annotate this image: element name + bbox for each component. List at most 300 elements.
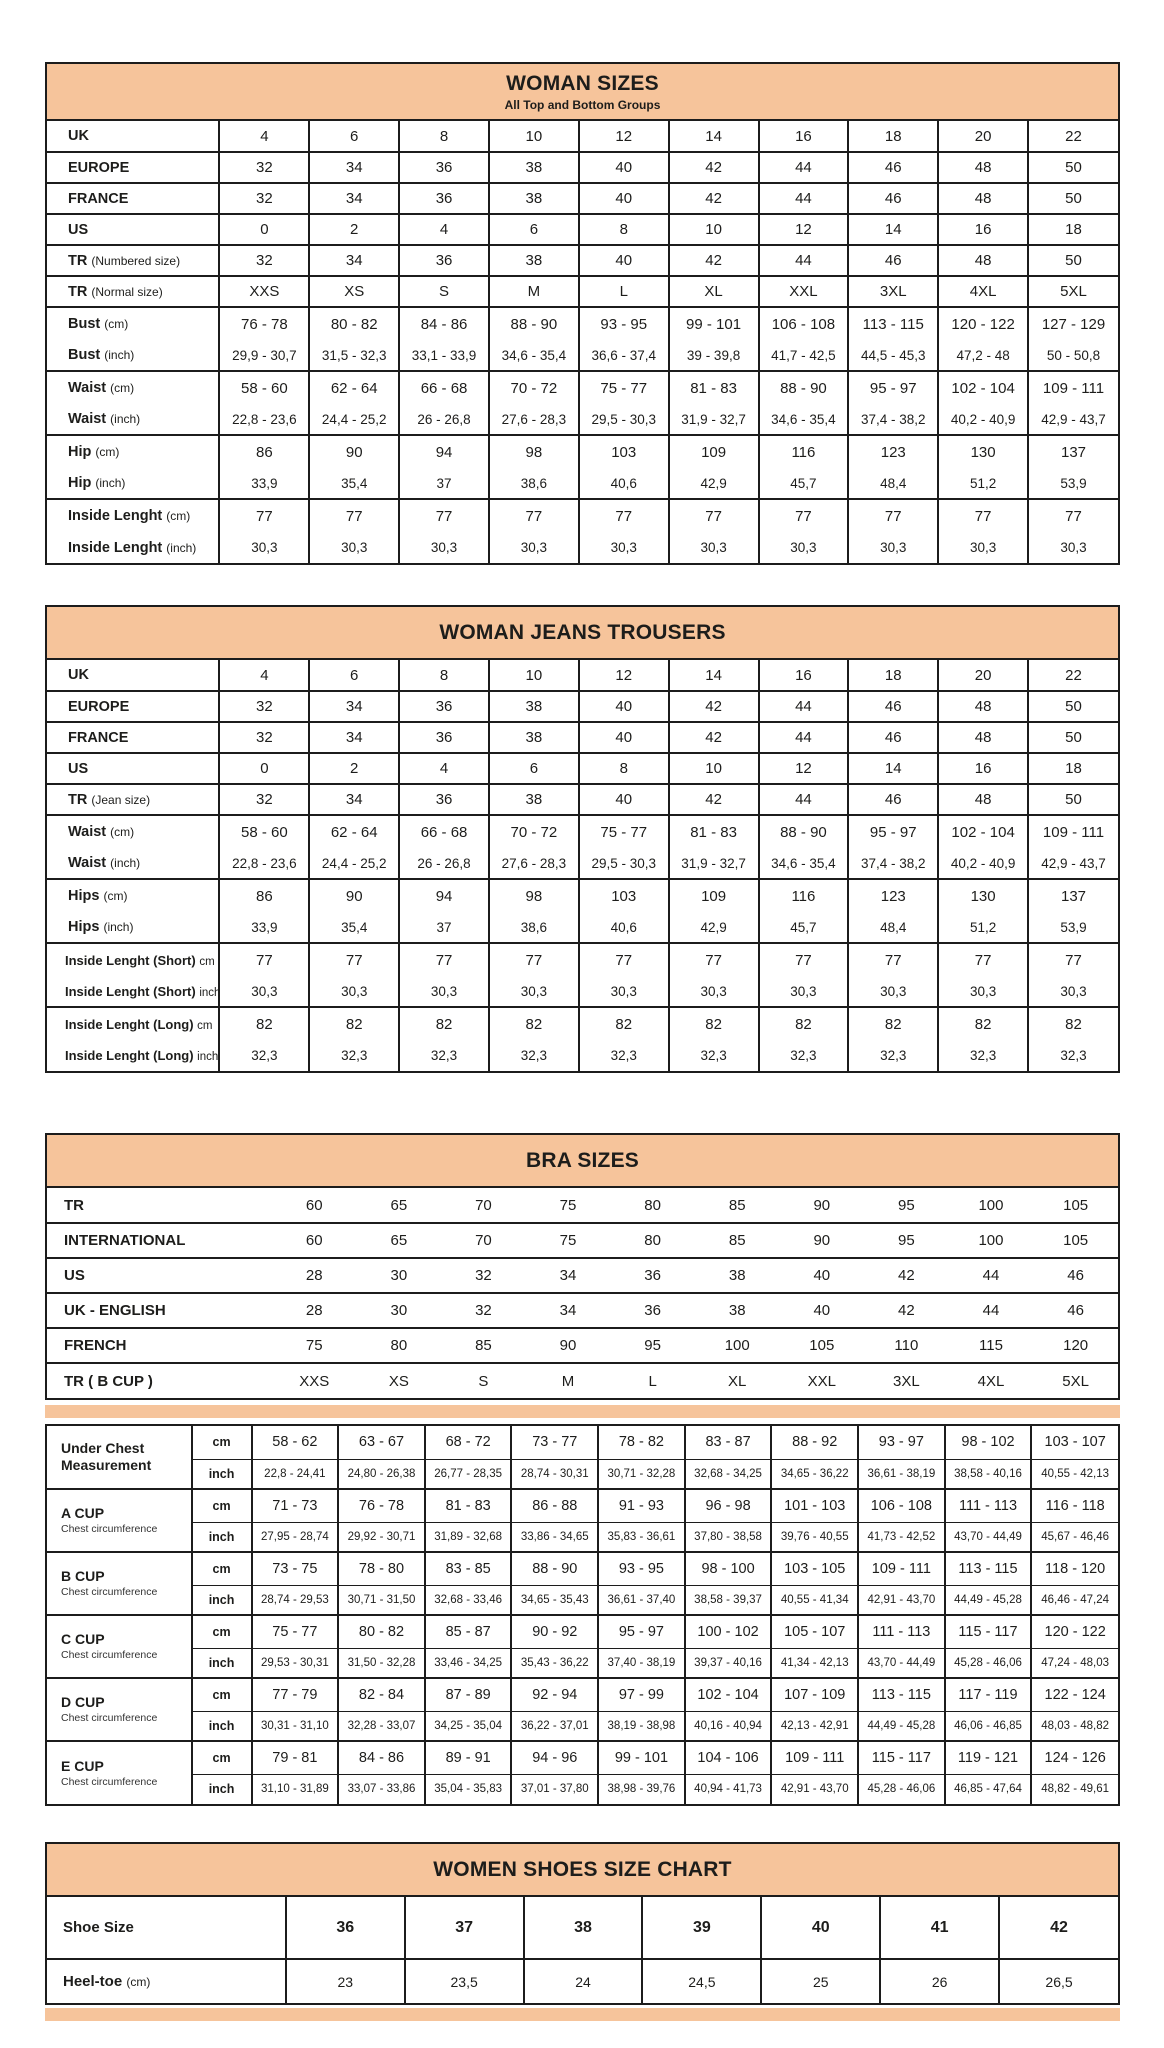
size-cell: 75 - 77 <box>579 815 669 848</box>
size-cell: XS <box>309 276 399 307</box>
size-cell: 28,74 - 30,31 <box>511 1459 598 1489</box>
row-label-text: A CUP <box>61 1505 105 1522</box>
table-row <box>47 722 1118 753</box>
size-cell: 105 <box>1063 1196 1089 1214</box>
table-row <box>47 815 1118 848</box>
size-cell: 105 <box>780 1328 865 1363</box>
size-cell: 38 <box>489 691 579 722</box>
size-cell: L <box>579 276 669 307</box>
size-cell: 90 <box>780 1223 865 1258</box>
table-row <box>47 879 1118 912</box>
size-cell: 53,9 <box>1028 468 1118 499</box>
size-cell: 46,85 - 47,64 <box>945 1774 1032 1804</box>
size-cell: 38 <box>489 722 579 753</box>
size-cell: 32,3 <box>579 1040 669 1071</box>
size-cell: 109 - 111 <box>771 1741 858 1774</box>
row-label-text: US <box>64 1267 85 1284</box>
size-cell: 42 <box>669 722 759 753</box>
size-cell: 90 <box>309 435 399 468</box>
size-cell: 46 <box>848 691 938 722</box>
size-cell: 77 <box>938 943 1028 976</box>
row-label-sub: (Jean size) <box>91 792 151 807</box>
table-row <box>47 183 1118 214</box>
row-label-text: Heel-toe <box>63 1973 123 1990</box>
row-label-text: US <box>68 221 89 238</box>
row-label-text: Hip <box>68 475 92 491</box>
size-cell: 22,8 - 24,41 <box>252 1459 339 1489</box>
size-cell: 18 <box>1028 753 1118 784</box>
size-cell: 26 - 26,8 <box>399 404 489 435</box>
size-cell: 18 <box>848 660 938 691</box>
size-cell: 22,8 - 23,6 <box>219 848 309 879</box>
size-cell: 0 <box>219 753 309 784</box>
table-row <box>47 371 1118 404</box>
size-cell: 41 <box>880 1897 999 1959</box>
woman-jeans-header <box>47 607 1118 660</box>
size-cell: 30,3 <box>219 976 309 1007</box>
size-cell: XL <box>695 1363 780 1398</box>
row-label <box>47 121 219 152</box>
row-label-text: Inside Lenght (Short) <box>65 983 196 999</box>
size-cell: 34 <box>526 1258 611 1293</box>
size-cell: 104 - 106 <box>685 1741 772 1774</box>
size-cell: 30,3 <box>489 976 579 1007</box>
size-cell: 23 <box>286 1959 405 2003</box>
size-cell: 43,70 - 44,49 <box>945 1522 1032 1552</box>
woman-jeans-grid <box>47 660 1118 1071</box>
size-cell: 68 - 72 <box>425 1426 512 1459</box>
size-cell: 32 <box>219 245 309 276</box>
size-cell: 130 <box>938 435 1028 468</box>
row-label-text: Waist <box>68 411 107 427</box>
row-label <box>47 1959 286 2003</box>
size-cell: 46,06 - 46,85 <box>945 1711 1032 1741</box>
size-cell: 33,07 - 33,86 <box>338 1774 425 1804</box>
size-cell: 82 <box>219 1007 309 1040</box>
size-cell: 40 <box>579 691 669 722</box>
size-cell: 32,3 <box>399 1040 489 1071</box>
size-cell: 60 <box>305 1196 323 1214</box>
size-cell: 3XL <box>848 276 938 307</box>
row-label <box>47 691 219 722</box>
size-cell: S <box>441 1363 526 1398</box>
size-cell: 42 <box>999 1897 1118 1959</box>
size-cell: 25 <box>761 1959 880 2003</box>
size-cell: 40 <box>780 1293 865 1328</box>
row-label-sub: Chest circumference <box>61 1649 158 1662</box>
row-label <box>47 912 219 943</box>
size-cell: 45,28 - 46,06 <box>945 1648 1032 1678</box>
size-cell: 29,92 - 30,71 <box>338 1522 425 1552</box>
size-cell: 84 - 86 <box>338 1741 425 1774</box>
size-cell: 30,3 <box>669 532 759 563</box>
size-cell: 36,61 - 38,19 <box>858 1459 945 1489</box>
size-cell: 44 <box>759 245 849 276</box>
size-cell: 32 <box>219 691 309 722</box>
table-row <box>47 245 1118 276</box>
divider-strip <box>45 2008 1120 2021</box>
unit-label: inch <box>192 1648 252 1678</box>
table-row <box>47 1040 1118 1071</box>
size-cell: 82 <box>399 1007 489 1040</box>
row-label <box>47 499 219 532</box>
table-row <box>47 1363 1118 1398</box>
size-cell: 81 - 83 <box>425 1489 512 1522</box>
size-cell: 82 <box>938 1007 1028 1040</box>
row-label-text: INTERNATIONAL <box>64 1232 186 1249</box>
size-cell: 38,19 - 38,98 <box>598 1711 685 1741</box>
size-cell: 42 <box>669 245 759 276</box>
size-cell: 77 <box>399 499 489 532</box>
size-cell: 85 <box>728 1196 746 1214</box>
size-cell: 76 - 78 <box>338 1489 425 1522</box>
table-row <box>47 1258 1118 1293</box>
row-label-sub: (inch) <box>103 920 134 934</box>
woman-sizes-header <box>47 64 1118 121</box>
size-cell: 5XL <box>1033 1363 1118 1398</box>
table-row <box>47 1648 1118 1678</box>
size-cell: 28,74 - 29,53 <box>252 1585 339 1615</box>
size-cell: 44 <box>949 1293 1034 1328</box>
size-cell: 48 <box>938 152 1028 183</box>
size-cell: 103 - 105 <box>771 1552 858 1585</box>
row-label-text: C CUP <box>61 1631 105 1648</box>
size-cell: 47,24 - 48,03 <box>1031 1648 1118 1678</box>
size-cell: 32 <box>219 722 309 753</box>
row-label <box>47 1678 192 1741</box>
size-cell: 40,2 - 40,9 <box>938 404 1028 435</box>
table-row <box>47 1552 1118 1585</box>
unit-label: inch <box>192 1585 252 1615</box>
size-cell: 80 - 82 <box>309 307 399 340</box>
row-label-text: TR <box>68 252 88 269</box>
size-cell: 42 <box>669 152 759 183</box>
size-cell: 89 - 91 <box>425 1741 512 1774</box>
unit-label: cm <box>192 1615 252 1648</box>
size-cell: 10 <box>669 214 759 245</box>
size-cell: 97 - 99 <box>598 1678 685 1711</box>
size-cell: 38,58 - 39,37 <box>685 1585 772 1615</box>
size-cell: 88 - 90 <box>759 371 849 404</box>
size-cell: 32,3 <box>669 1040 759 1071</box>
table-row <box>47 784 1118 815</box>
row-label <box>47 1188 272 1223</box>
size-cell: 103 - 107 <box>1031 1426 1118 1459</box>
table-row <box>47 943 1118 976</box>
size-cell: 110 <box>864 1328 949 1363</box>
size-cell: 98 - 102 <box>945 1426 1032 1459</box>
row-label-text: Inside Lenght (Long) <box>65 1016 194 1032</box>
size-cell: 99 - 101 <box>598 1741 685 1774</box>
size-cell: 30 <box>357 1258 442 1293</box>
size-cell: 6 <box>309 660 399 691</box>
size-cell: 36,61 - 37,40 <box>598 1585 685 1615</box>
size-cell: 36 <box>399 183 489 214</box>
row-label <box>47 1258 272 1293</box>
row-label <box>47 1223 272 1258</box>
size-cell: 4XL <box>938 276 1028 307</box>
size-cell: 116 <box>759 435 849 468</box>
row-label <box>47 1897 286 1959</box>
size-cell: 41,73 - 42,52 <box>858 1522 945 1552</box>
size-cell: 40,6 <box>579 912 669 943</box>
row-label <box>47 1615 192 1678</box>
size-cell: 95 <box>898 1196 915 1214</box>
row-label <box>47 1426 192 1489</box>
size-cell: 107 - 109 <box>771 1678 858 1711</box>
size-cell: 75 <box>559 1196 577 1214</box>
size-cell: 24,80 - 26,38 <box>338 1459 425 1489</box>
women-shoes-table <box>45 1842 1120 2005</box>
size-cell: 30,3 <box>309 976 399 1007</box>
size-cell: 92 - 94 <box>511 1678 598 1711</box>
size-cell: 73 - 75 <box>252 1552 339 1585</box>
row-label <box>47 276 219 307</box>
size-cell: 33,46 - 34,25 <box>425 1648 512 1678</box>
row-label-text: Waist <box>68 380 107 396</box>
size-cell: 34 <box>526 1293 611 1328</box>
size-cell: 48,4 <box>848 912 938 943</box>
size-cell: 75 <box>526 1223 611 1258</box>
size-cell: 32,68 - 33,46 <box>425 1585 512 1615</box>
row-label-text: Inside Lenght <box>68 539 163 556</box>
size-cell: 5XL <box>1028 276 1118 307</box>
size-cell: 4 <box>219 121 309 152</box>
size-cell: 30,3 <box>938 532 1028 563</box>
size-cell: 88 - 90 <box>489 307 579 340</box>
size-cell: XXL <box>780 1363 865 1398</box>
size-cell: 30,3 <box>399 532 489 563</box>
size-cell: 48,4 <box>848 468 938 499</box>
size-cell: 109 - 111 <box>1028 371 1118 404</box>
size-cell: XS <box>357 1363 442 1398</box>
size-cell: 28 <box>272 1293 357 1328</box>
size-cell: 30,71 - 31,50 <box>338 1585 425 1615</box>
size-cell: 26,5 <box>999 1959 1118 2003</box>
size-cell: 31,50 - 32,28 <box>338 1648 425 1678</box>
size-cell: 23,5 <box>405 1959 524 2003</box>
table-row <box>47 276 1118 307</box>
size-cell: 6 <box>489 214 579 245</box>
size-cell: 40 <box>780 1258 865 1293</box>
size-cell: 24,4 - 25,2 <box>309 848 399 879</box>
size-cell: 95 <box>610 1328 695 1363</box>
size-cell: 50 - 50,8 <box>1028 340 1118 371</box>
row-label-sub: Chest circumference <box>61 1523 158 1536</box>
size-cell: S <box>399 276 489 307</box>
size-cell: 90 <box>813 1196 831 1214</box>
bra-cup-table <box>45 1424 1120 1806</box>
size-cell: 42,9 <box>669 468 759 499</box>
size-cell: 102 - 104 <box>938 371 1028 404</box>
size-cell: 124 - 126 <box>1031 1741 1118 1774</box>
size-cell: 86 <box>219 435 309 468</box>
table-row <box>47 1007 1118 1040</box>
table-row <box>47 660 1118 691</box>
size-cell: 4XL <box>949 1363 1034 1398</box>
table-row <box>47 1489 1118 1522</box>
row-label-sub: (Normal size) <box>91 284 163 299</box>
row-label <box>47 214 219 245</box>
unit-label: cm <box>192 1489 252 1522</box>
size-cell: 101 - 103 <box>771 1489 858 1522</box>
size-cell: 50 <box>1028 784 1118 815</box>
size-cell: 38,98 - 39,76 <box>598 1774 685 1804</box>
size-cell: 137 <box>1028 879 1118 912</box>
size-cell: 63 - 67 <box>338 1426 425 1459</box>
size-cell: 42,13 - 42,91 <box>771 1711 858 1741</box>
divider-strip <box>45 1405 1120 1418</box>
size-cell: 77 <box>1028 499 1118 532</box>
size-cell: 27,6 - 28,3 <box>489 848 579 879</box>
woman-sizes-grid <box>47 121 1118 563</box>
size-cell: 38,6 <box>489 912 579 943</box>
table-row <box>47 1426 1118 1459</box>
size-cell: 30,3 <box>579 532 669 563</box>
size-cell: 94 - 96 <box>511 1741 598 1774</box>
size-cell: 32,3 <box>848 1040 938 1071</box>
row-label-text: FRENCH <box>64 1337 127 1354</box>
size-cell: 127 - 129 <box>1028 307 1118 340</box>
size-cell: 34 <box>309 152 399 183</box>
size-cell: 35,4 <box>309 912 399 943</box>
row-label-text: FRANCE <box>68 190 129 207</box>
size-cell: 34 <box>309 183 399 214</box>
size-cell: 80 - 82 <box>338 1615 425 1648</box>
size-cell: 12 <box>759 214 849 245</box>
unit-label: inch <box>192 1459 252 1489</box>
table-row <box>47 532 1118 563</box>
size-cell: 29,53 - 30,31 <box>252 1648 339 1678</box>
size-cell: 48 <box>938 722 1028 753</box>
size-cell: 40,6 <box>579 468 669 499</box>
size-cell: 0 <box>219 214 309 245</box>
row-label <box>47 848 219 879</box>
size-cell: 93 - 95 <box>579 307 669 340</box>
size-cell: 46 <box>848 183 938 214</box>
size-cell: 91 - 93 <box>598 1489 685 1522</box>
size-cell: 14 <box>669 121 759 152</box>
size-cell: 45,28 - 46,06 <box>858 1774 945 1804</box>
size-cell: 12 <box>579 121 669 152</box>
size-cell: 130 <box>938 879 1028 912</box>
row-label-text: UK - ENGLISH <box>64 1302 166 1319</box>
size-cell: 48 <box>938 691 1028 722</box>
size-cell: 120 <box>1033 1328 1118 1363</box>
size-cell: 113 - 115 <box>848 307 938 340</box>
size-cell: 48 <box>938 245 1028 276</box>
size-cell: 44,5 - 45,3 <box>848 340 938 371</box>
size-cell: 122 - 124 <box>1031 1678 1118 1711</box>
size-cell: 77 <box>848 499 938 532</box>
row-label <box>47 468 219 499</box>
row-label-text: Inside Lenght <box>68 508 163 524</box>
size-cell: 37,4 - 38,2 <box>848 404 938 435</box>
row-label-text: UK <box>68 667 89 683</box>
size-cell: 98 <box>489 435 579 468</box>
size-cell: 35,4 <box>309 468 399 499</box>
unit-label: cm <box>192 1678 252 1711</box>
size-cell: 109 <box>669 435 759 468</box>
size-cell: 32,3 <box>489 1040 579 1071</box>
row-label-sub: (inch) <box>110 412 141 426</box>
size-cell: 85 - 87 <box>425 1615 512 1648</box>
table-row <box>47 307 1118 340</box>
size-cell: 87 - 89 <box>425 1678 512 1711</box>
row-label-text: TR <box>68 791 88 808</box>
size-cell: 95 - 97 <box>848 371 938 404</box>
row-label-text: US <box>68 760 89 777</box>
size-cell: 62 - 64 <box>309 815 399 848</box>
table-row <box>47 499 1118 532</box>
size-cell: 24,5 <box>642 1959 761 2003</box>
row-label-sub: (cm) <box>95 445 120 459</box>
size-cell: 22 <box>1028 660 1118 691</box>
row-label <box>47 879 219 912</box>
row-label-text: Inside Lenght (Short) <box>65 952 196 968</box>
size-cell: 30,3 <box>759 532 849 563</box>
size-cell: 27,95 - 28,74 <box>252 1522 339 1552</box>
size-cell: 109 <box>669 879 759 912</box>
row-label-sub: (Numbered size) <box>91 253 181 268</box>
size-cell: 77 <box>489 499 579 532</box>
size-cell: 14 <box>848 753 938 784</box>
table-row <box>47 1774 1118 1804</box>
size-cell: 115 - 117 <box>945 1615 1032 1648</box>
size-cell: 31,9 - 32,7 <box>669 404 759 435</box>
size-cell: 37,40 - 38,19 <box>598 1648 685 1678</box>
size-cell: 60 <box>272 1223 357 1258</box>
size-cell: 32,3 <box>759 1040 849 1071</box>
size-cell: 10 <box>489 121 579 152</box>
size-cell: 95 <box>864 1223 949 1258</box>
unit-label: inch <box>192 1774 252 1804</box>
size-cell: 44 <box>759 691 849 722</box>
size-cell: 40 <box>579 784 669 815</box>
size-cell: 106 - 108 <box>759 307 849 340</box>
size-cell: 111 - 113 <box>858 1615 945 1648</box>
size-cell: 77 <box>759 499 849 532</box>
size-cell: 58 - 60 <box>219 371 309 404</box>
size-cell: 40 <box>579 152 669 183</box>
size-cell: 12 <box>759 753 849 784</box>
table-row <box>47 1328 1118 1363</box>
size-cell: 33,86 - 34,65 <box>511 1522 598 1552</box>
size-cell: 12 <box>579 660 669 691</box>
row-label-sub: (cm) <box>103 889 128 903</box>
row-label <box>47 815 219 848</box>
row-label <box>47 245 219 276</box>
size-cell: 48 <box>938 784 1028 815</box>
size-cell: 38 <box>524 1897 643 1959</box>
row-label <box>47 532 219 563</box>
size-cell: 100 <box>695 1328 780 1363</box>
size-cell: 34,65 - 35,43 <box>511 1585 598 1615</box>
size-cell: 44 <box>759 722 849 753</box>
row-label <box>47 307 219 340</box>
size-cell: 32 <box>219 183 309 214</box>
size-cell: 42,91 - 43,70 <box>771 1774 858 1804</box>
row-label-text: UK <box>68 128 89 144</box>
size-cell: 37 <box>399 468 489 499</box>
size-cell: 77 - 79 <box>252 1678 339 1711</box>
size-cell: 95 - 97 <box>848 815 938 848</box>
row-label <box>47 1552 192 1615</box>
unit-label: cm <box>192 1552 252 1585</box>
size-cell: 137 <box>1028 435 1118 468</box>
size-cell: 40 <box>579 245 669 276</box>
size-cell: L <box>610 1363 695 1398</box>
